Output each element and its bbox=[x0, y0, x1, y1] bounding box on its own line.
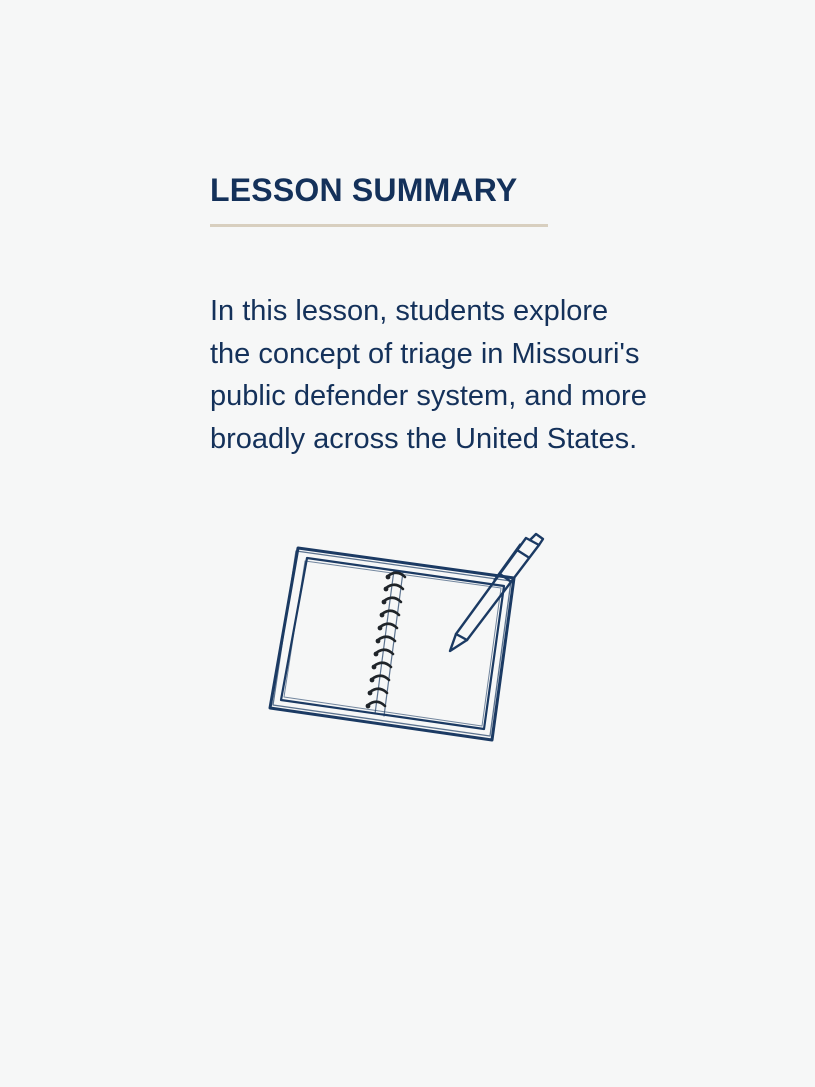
heading-divider bbox=[210, 224, 548, 227]
lesson-summary-heading: LESSON SUMMARY bbox=[210, 172, 518, 208]
lesson-summary-text: In this lesson, students explore the concept of triage in Missouri's public defender system, and more broadly across the United States. bbox=[210, 295, 647, 455]
notebook-pen-icon bbox=[262, 530, 552, 745]
